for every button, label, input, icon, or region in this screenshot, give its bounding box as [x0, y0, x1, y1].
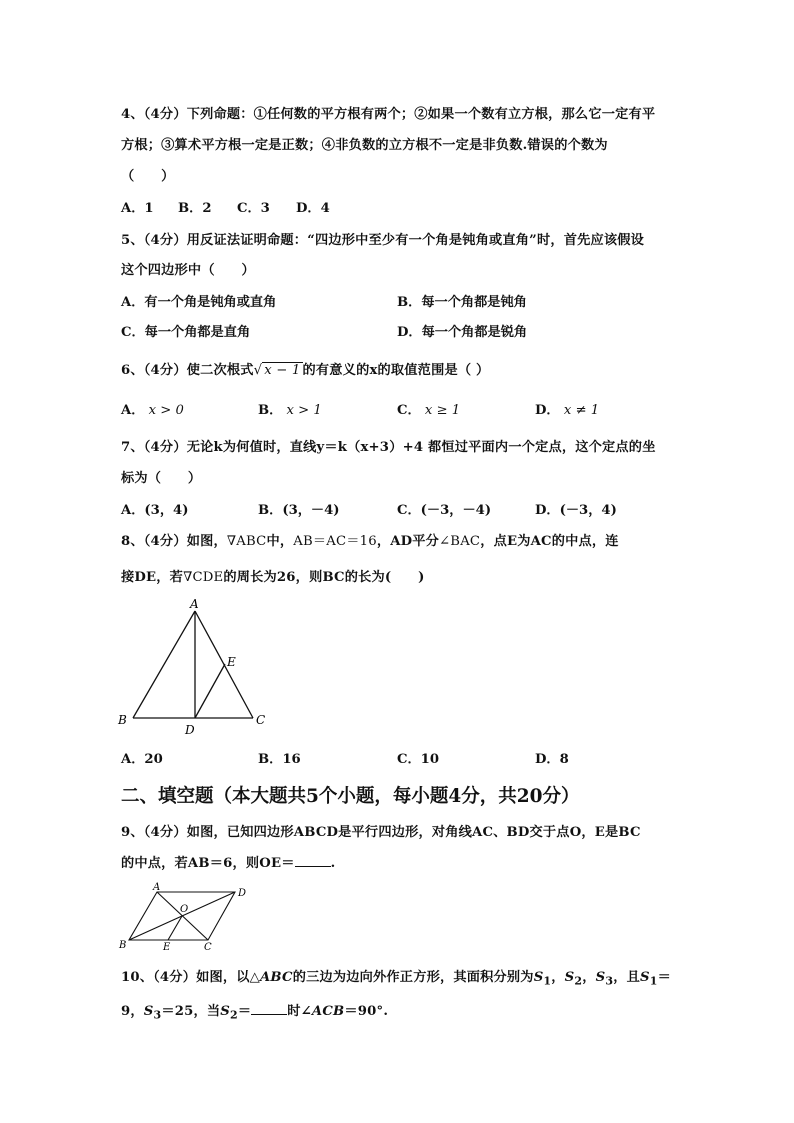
q7-option-b: B．(3，－4) — [258, 503, 340, 518]
triangle-cde: ∇CDE — [183, 570, 224, 585]
q8-line-2: 接DE，若∇CDE的周长为26，则BC的长为( ) — [121, 570, 425, 585]
q4-line-3: （ ） — [121, 169, 175, 184]
q8-option-a: A．20 — [121, 752, 163, 767]
q7-option-c: C．(－3，－4) — [397, 503, 492, 518]
q4-option-a: A．1 — [121, 201, 154, 216]
label-c: C — [256, 713, 266, 727]
sqrt-icon: √ — [253, 363, 263, 378]
q8-equation: AB＝AC＝16 — [293, 534, 377, 549]
q7-line-2: 标为（ ） — [121, 471, 202, 486]
q9-parallelogram-figure — [115, 882, 265, 952]
label-o: O — [180, 904, 189, 915]
q8-option-d: D．8 — [535, 752, 569, 767]
q6-suffix: 的有意义的x的取值范围是（ ） — [302, 363, 490, 378]
q4-option-c: C．3 — [237, 201, 270, 216]
q7-option-d: D．(－3，4) — [535, 503, 617, 518]
q6-option-c: C． x ≥ 1 — [397, 403, 461, 418]
q9-line-2: 的中点，若AB＝6，则OE＝ . — [121, 856, 336, 871]
q8-option-b: B．16 — [258, 752, 301, 767]
q8-triangle-figure — [115, 596, 275, 736]
section-title: 二、填空题（本大题共5个小题，每小题4分，共20分） — [121, 786, 580, 807]
q6-prefix: 6、（4分）使二次根式 — [121, 363, 254, 378]
q5-option-a: A．有一个角是钝角或直角 — [121, 295, 277, 310]
label-e: E — [227, 655, 236, 669]
q5-option-d: D．每一个角都是锐角 — [397, 325, 528, 340]
q5-line-2: 这个四边形中（ ） — [121, 263, 255, 278]
label-b: B — [119, 940, 127, 951]
q6-option-a: A． x > 0 — [121, 403, 184, 418]
q5-option-b: B．每一个角都是钝角 — [397, 295, 527, 310]
label-a: A — [153, 882, 161, 893]
label-c: C — [204, 942, 212, 952]
label-a: A — [190, 597, 199, 611]
triangle-abc: △ABC — [249, 970, 293, 985]
q4-option-b: B．2 — [178, 201, 212, 216]
q4-line-2: 方根；③算术平方根一定是正数；④非负数的立方根不一定是非负数.错误的个数为 — [121, 138, 608, 153]
label-d: D — [185, 723, 195, 736]
label-d: D — [238, 888, 247, 899]
q7-option-a: A．(3，4) — [121, 503, 189, 518]
answer-blank-9 — [295, 854, 331, 867]
q6-stem — [121, 359, 489, 378]
answer-blank-10 — [251, 1002, 287, 1015]
q9-line-1: 9、（4分）如图，已知四边形ABCD是平行四边形，对角线AC、BD交于点O，E是BC — [121, 825, 641, 840]
q4-option-d: D．4 — [296, 201, 330, 216]
triangle-abc: ∇ABC — [226, 534, 267, 549]
q5-line-1: 5、（4分）用反证法证明命题：“四边形中至少有一个角是钝角或直角”时，首先应该假设 — [121, 233, 645, 248]
label-e: E — [163, 942, 171, 952]
angle-bac: ∠BAC — [439, 534, 481, 549]
q6-option-d: D． x ≠ 1 — [535, 403, 600, 418]
q8-line-1: 8、（4分）如图，∇ABC中，AB＝AC＝16，AD平分∠BAC，点E为AC的中点，连 — [121, 534, 619, 549]
q6-radicand: x − 1 — [264, 363, 301, 378]
angle-acb: ∠ACB — [300, 1004, 345, 1019]
q10-line-1: 10、（4分）如图，以△ABC的三边为边向外作正方形，其面积分别为$S_1$，$S_2$，$S_3$，且$S_1=$ — [121, 970, 672, 988]
label-b: B — [118, 713, 127, 727]
q4-line-1: 4、（4分）下列命题：①任何数的平方根有两个；②如果一个数有立方根，那么它一定有平 — [121, 107, 656, 122]
q10-line-2: 9，$S_3=25$，当$S_2=$ 时∠ACB＝90°. — [121, 1004, 389, 1022]
q6-option-b: B． x > 1 — [258, 403, 322, 418]
q7-line-1: 7、（4分）无论k为何值时，直线y＝k（x+3）+4 都恒过平面内一个定点，这个定点的坐 — [121, 440, 656, 455]
q8-option-c: C．10 — [397, 752, 440, 767]
q5-option-c: C．每一个角都是直角 — [121, 325, 251, 340]
